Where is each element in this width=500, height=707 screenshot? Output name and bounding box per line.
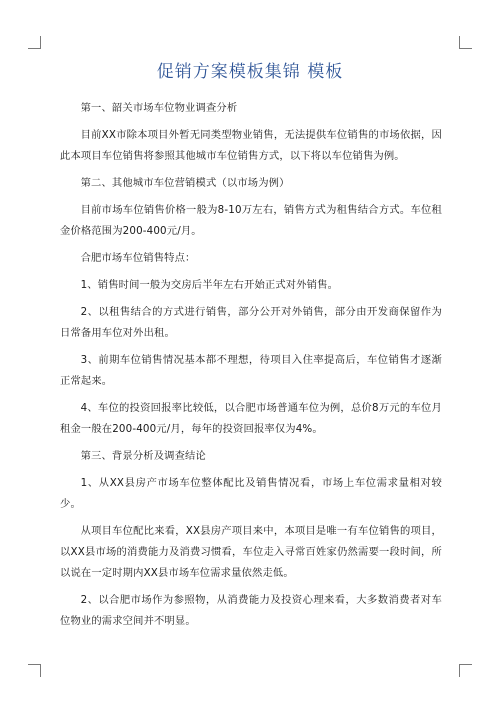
document-body (60, 98, 442, 632)
list-item: 2、以租售结合的方式进行销售，部分公开对外销售，部分由开发商保留作为日常备用车位对外出租。 (60, 306, 442, 339)
paragraph: 从项目车位配比来看，XX县房产项目来中，本项目是唯一有车位销售的项目，以XX县市场的消费能力及消费习惯看，车位走入寻常百姓家仍然需要一段时间，所以说在一定时期内XX县市场车位需求量依然走低。 (60, 525, 442, 579)
crop-mark-top-right (459, 36, 472, 49)
crop-mark-bottom-left (28, 664, 41, 677)
paragraph: 目前XX市除本项目外暂无同类型物业销售，无法提供车位销售的市场依据，因此本项目车位销售将参照其他城市车位销售方式，以下将以车位销售为例。 (60, 129, 442, 162)
crop-mark-top-left (28, 36, 41, 49)
paragraph: 合肥市场车位销售特点： (80, 252, 196, 264)
section-heading-3: 第三、背景分析及调查结论 (80, 450, 206, 462)
list-item: 4、车位的投资回报率比较低，以合肥市场普通车位为例，总价8万元的车位月租金一般在200-400元/月，每年的投资回报率仅为4%。 (60, 402, 442, 435)
crop-mark-bottom-right (459, 664, 472, 677)
list-item: 1、销售时间一般为交房后半年左右开始正式对外销售。 (80, 279, 339, 291)
list-item: 2、以合肥市场作为参照物，从消费能力及投资心理来看，大多数消费者对车位物业的需求空间并不明显。 (60, 594, 442, 627)
document-title: 促销方案模板集锦 模板 (156, 62, 344, 82)
section-heading-2: 第二、其他城市车位营销模式（以市场为例） (80, 177, 290, 189)
list-item: 1、从XX县房产市场车位整体配比及销售情况看，市场上车位需求量相对较少。 (60, 477, 442, 510)
list-item: 3、前期车位销售情况基本都不理想，待项目入住率提高后，车位销售才逐渐正常起来。 (60, 354, 442, 387)
paragraph: 目前市场车位销售价格一般为8-10万左右，销售方式为租售结合方式。车位租金价格范围为200-400元/月。 (60, 204, 442, 237)
section-heading-1: 第一、韶关市场车位物业调查分析 (80, 102, 238, 114)
